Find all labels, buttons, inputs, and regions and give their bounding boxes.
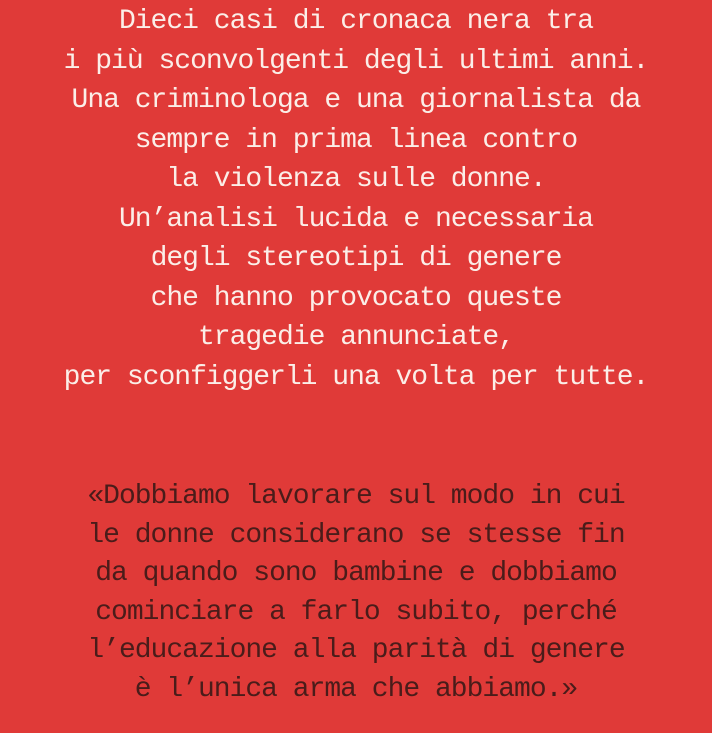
blurb-line-2: i più sconvolgenti degli ultimi anni.	[63, 45, 649, 77]
blurb-line-5: la violenza sulle donne.	[166, 164, 546, 195]
quote-line-5: l’educazione alla parità di genere	[87, 635, 625, 666]
quote-line-4: cominciare a farlo subito, perché	[95, 596, 617, 628]
blurb-line-1: Dieci casi di cronaca nera tra	[118, 6, 594, 37]
blurb-line-10: per sconfiggerli una volta per tutte.	[63, 361, 649, 393]
quote-line-6: è l’unica arma che abbiamo.»	[134, 673, 578, 705]
blurb-line-6: Un’analisi lucida e necessaria	[118, 203, 594, 235]
quote-line-3: da quando sono bambine e dobbiamo	[95, 558, 617, 589]
blurb-line-7: degli stereotipi di genere	[150, 243, 562, 274]
quote-line-2: le donne considerano se stesse fin	[87, 519, 625, 551]
pull-quote	[0, 478, 712, 709]
blurb-text	[0, 2, 712, 397]
quote-line-1: «Dobbiamo lavorare sul modo in cui	[87, 481, 625, 512]
blurb-line-9: tragedie annunciate,	[197, 322, 515, 353]
blurb-line-4: sempre in prima linea contro	[134, 124, 578, 156]
blurb-line-8: che hanno provocato queste	[150, 282, 562, 314]
blurb-line-3: Una criminologa e una giornalista da	[71, 85, 641, 116]
